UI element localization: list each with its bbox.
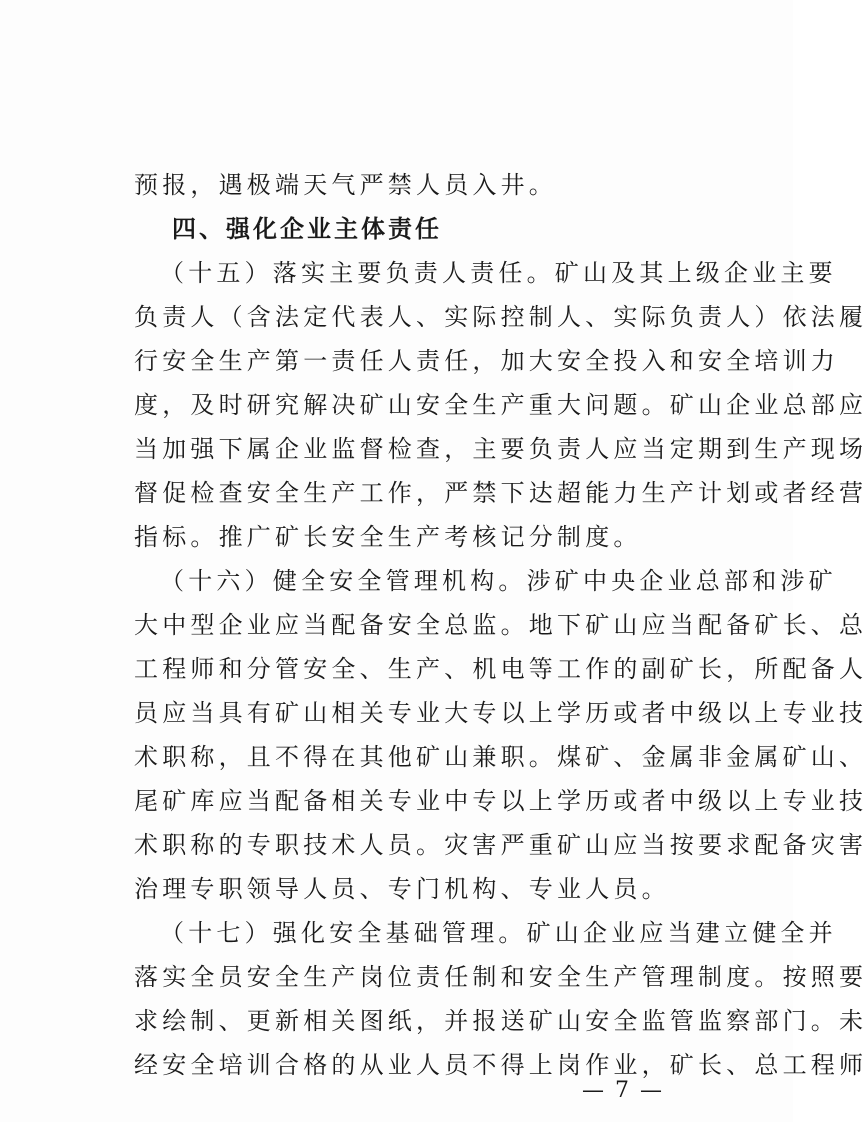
- page-number: — 7 —: [582, 1078, 664, 1103]
- body-text-line: 负责人（含法定代表人、实际控制人、实际负责人）依法履: [134, 303, 867, 331]
- paragraph-first-line: （十六）健全安全管理机构。涉矿中央企业总部和涉矿: [160, 567, 837, 595]
- body-text-line: 当加强下属企业监督检查，主要负责人应当定期到生产现场: [134, 435, 867, 463]
- body-text-line: 术职称的专职技术人员。灾害严重矿山应当按要求配备灾害: [134, 831, 867, 859]
- paragraph-first-line: （十五）落实主要负责人责任。矿山及其上级企业主要: [160, 259, 837, 287]
- body-text-line: 落实全员安全生产岗位责任制和安全生产管理制度。按照要: [134, 963, 867, 991]
- section-heading: 四、强化企业主体责任: [172, 215, 442, 243]
- body-text-line: 指标。推广矿长安全生产考核记分制度。: [134, 523, 642, 551]
- body-text-line: 预报，遇极端天气严禁人员入井。: [134, 171, 557, 199]
- body-text-line: 大中型企业应当配备安全总监。地下矿山应当配备矿长、总: [134, 611, 867, 639]
- body-text-line: 行安全生产第一责任人责任，加大安全投入和安全培训力: [134, 347, 839, 375]
- body-text-line: 工程师和分管安全、生产、机电等工作的副矿长，所配备人: [134, 655, 867, 683]
- body-text-line: 员应当具有矿山相关专业大专以上学历或者中级以上专业技: [134, 699, 867, 727]
- body-text-line: 度，及时研究解决矿山安全生产重大问题。矿山企业总部应: [134, 391, 867, 419]
- body-text-line: 求绘制、更新相关图纸，并报送矿山安全监管监察部门。未: [134, 1007, 867, 1035]
- body-text-line: 尾矿库应当配备相关专业中专以上学历或者中级以上专业技: [134, 787, 867, 815]
- body-text-line: 术职称，且不得在其他矿山兼职。煤矿、金属非金属矿山、: [134, 743, 867, 771]
- body-text-line: 治理专职领导人员、专门机构、专业人员。: [134, 875, 670, 903]
- body-text-line: 经安全培训合格的从业人员不得上岗作业，矿长、总工程师: [134, 1051, 867, 1079]
- body-text-line: 督促检查安全生产工作，严禁下达超能力生产计划或者经营: [134, 479, 867, 507]
- paragraph-first-line: （十七）强化安全基础管理。矿山企业应当建立健全并: [160, 919, 837, 947]
